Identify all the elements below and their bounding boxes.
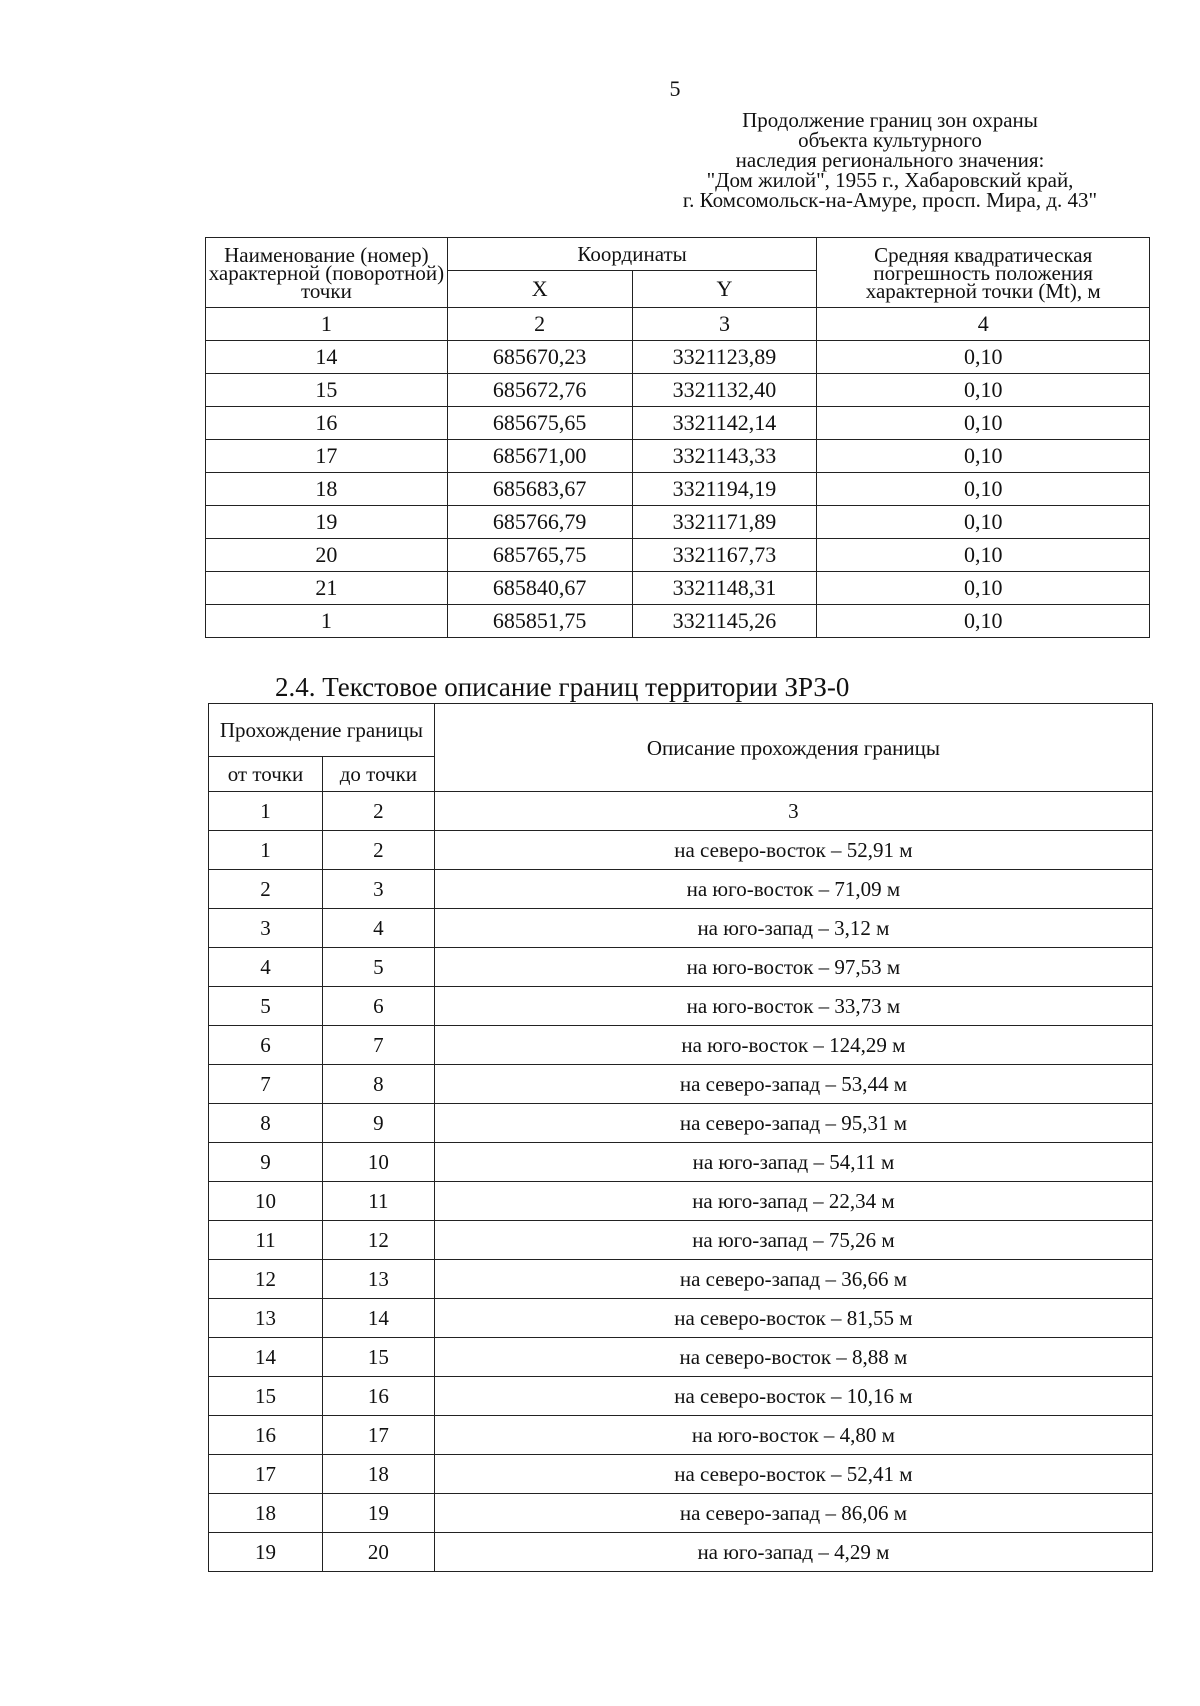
from-point-cell: 15 [209,1377,323,1416]
point-name-header: Наименование (номер) характерной (поворотной) точки [206,238,448,308]
description-cell: на юго-запад – 4,29 м [434,1533,1152,1572]
description-cell: на северо-восток – 81,55 м [434,1299,1152,1338]
table-row [209,1377,1153,1416]
x-coordinate-cell: 685671,00 [447,440,632,473]
y-coordinate-cell: 3321142,14 [632,407,817,440]
table-row [209,831,1153,870]
table-row [209,1416,1153,1455]
y-coordinate-cell: 3321143,33 [632,440,817,473]
description-cell: на юго-восток – 97,53 м [434,948,1152,987]
to-point-cell: 9 [322,1104,434,1143]
table-row [209,1299,1153,1338]
point-number-cell: 20 [206,539,448,572]
description-cell: на северо-запад – 95,31 м [434,1104,1152,1143]
x-coordinate-cell: 685670,23 [447,341,632,374]
table-row [206,473,1150,506]
coordinates-header: Координаты [447,238,817,271]
from-point-cell: 12 [209,1260,323,1299]
from-point-cell: 11 [209,1221,323,1260]
from-point-cell: 3 [209,909,323,948]
table-row [209,1494,1153,1533]
error-cell: 0,10 [817,572,1150,605]
table-row [209,1182,1153,1221]
table-row [206,539,1150,572]
table-row [209,1221,1153,1260]
from-point-cell: 8 [209,1104,323,1143]
to-point-cell: 12 [322,1221,434,1260]
from-point-cell: 18 [209,1494,323,1533]
from-point-cell: 13 [209,1299,323,1338]
point-number-cell: 16 [206,407,448,440]
description-cell: на юго-запад – 3,12 м [434,909,1152,948]
point-number-cell: 18 [206,473,448,506]
y-coordinate-cell: 3321194,19 [632,473,817,506]
table-row [209,1104,1153,1143]
description-cell: на северо-восток – 52,41 м [434,1455,1152,1494]
error-cell: 0,10 [817,440,1150,473]
description-cell: на юго-восток – 4,80 м [434,1416,1152,1455]
to-point-cell: 19 [322,1494,434,1533]
description-cell: на юго-восток – 71,09 м [434,870,1152,909]
to-point-cell: 7 [322,1026,434,1065]
y-header: Y [632,271,817,308]
table-row [209,1338,1153,1377]
description-header: Описание прохождения границы [434,704,1152,792]
to-point-cell: 17 [322,1416,434,1455]
table-row [209,909,1153,948]
x-header: X [447,271,632,308]
description-cell: на северо-восток – 8,88 м [434,1338,1152,1377]
x-coordinate-cell: 685840,67 [447,572,632,605]
column-number: 1 [206,308,448,341]
table-row [209,1065,1153,1104]
header-line: Продолжение границ зон охраны [742,108,1038,132]
to-point-cell: 2 [322,831,434,870]
from-point-cell: 7 [209,1065,323,1104]
column-number: 2 [447,308,632,341]
x-coordinate-cell: 685672,76 [447,374,632,407]
y-coordinate-cell: 3321132,40 [632,374,817,407]
point-number-cell: 1 [206,605,448,638]
table-row [206,407,1150,440]
description-cell: на северо-запад – 53,44 м [434,1065,1152,1104]
y-coordinate-cell: 3321167,73 [632,539,817,572]
table-row [209,870,1153,909]
table-row [209,1455,1153,1494]
from-point-cell: 16 [209,1416,323,1455]
passage-header: Прохождение границы [209,704,435,757]
to-point-cell: 15 [322,1338,434,1377]
from-point-header: от точки [209,757,323,792]
to-point-cell: 10 [322,1143,434,1182]
to-point-cell: 8 [322,1065,434,1104]
description-cell: на северо-восток – 10,16 м [434,1377,1152,1416]
page-number: 5 [669,76,681,101]
from-point-cell: 5 [209,987,323,1026]
y-coordinate-cell: 3321171,89 [632,506,817,539]
y-coordinate-cell: 3321123,89 [632,341,817,374]
document-header [640,110,1140,210]
table-row [209,1533,1153,1572]
to-point-cell: 6 [322,987,434,1026]
from-point-cell: 17 [209,1455,323,1494]
error-cell: 0,10 [817,506,1150,539]
to-point-cell: 13 [322,1260,434,1299]
from-point-cell: 4 [209,948,323,987]
column-number: 3 [434,792,1152,831]
description-cell: на северо-восток – 52,91 м [434,831,1152,870]
to-point-header: до точки [322,757,434,792]
point-number-cell: 21 [206,572,448,605]
coordinates-table [205,237,1150,638]
error-cell: 0,10 [817,605,1150,638]
header-line: объекта культурного [798,128,982,152]
error-cell: 0,10 [817,407,1150,440]
error-cell: 0,10 [817,374,1150,407]
table-row [206,341,1150,374]
table-row [206,440,1150,473]
to-point-cell: 5 [322,948,434,987]
x-coordinate-cell: 685765,75 [447,539,632,572]
from-point-cell: 14 [209,1338,323,1377]
table-row [209,1143,1153,1182]
boundary-description-table [208,703,1153,1572]
from-point-cell: 19 [209,1533,323,1572]
description-cell: на северо-запад – 36,66 м [434,1260,1152,1299]
from-point-cell: 2 [209,870,323,909]
description-cell: на юго-запад – 22,34 м [434,1182,1152,1221]
table-row [209,1260,1153,1299]
y-coordinate-cell: 3321148,31 [632,572,817,605]
point-number-cell: 15 [206,374,448,407]
to-point-cell: 20 [322,1533,434,1572]
table-row [209,1026,1153,1065]
to-point-cell: 16 [322,1377,434,1416]
x-coordinate-cell: 685766,79 [447,506,632,539]
from-point-cell: 1 [209,831,323,870]
description-cell: на юго-запад – 54,11 м [434,1143,1152,1182]
column-number: 3 [632,308,817,341]
column-number: 1 [209,792,323,831]
x-coordinate-cell: 685675,65 [447,407,632,440]
header-line: "Дом жилой", 1955 г., Хабаровский край, [706,168,1074,192]
error-cell: 0,10 [817,473,1150,506]
column-number: 2 [322,792,434,831]
from-point-cell: 9 [209,1143,323,1182]
to-point-cell: 3 [322,870,434,909]
section-title: 2.4. Текстовое описание границ территории ЗРЗ-0 [275,672,850,702]
table-row [206,572,1150,605]
x-coordinate-cell: 685851,75 [447,605,632,638]
column-number-row [206,308,1150,341]
point-number-cell: 17 [206,440,448,473]
to-point-cell: 18 [322,1455,434,1494]
from-point-cell: 10 [209,1182,323,1221]
table-row [206,374,1150,407]
description-cell: на северо-запад – 86,06 м [434,1494,1152,1533]
to-point-cell: 11 [322,1182,434,1221]
to-point-cell: 14 [322,1299,434,1338]
header-line: г. Комсомольск-на-Амуре, просп. Мира, д. 43" [682,188,1098,212]
description-cell: на юго-запад – 75,26 м [434,1221,1152,1260]
table-row [209,987,1153,1026]
header-line: наследия регионального значения: [735,148,1045,172]
description-cell: на юго-восток – 124,29 м [434,1026,1152,1065]
table-row [206,506,1150,539]
to-point-cell: 4 [322,909,434,948]
column-number-row [209,792,1153,831]
table-row [206,605,1150,638]
y-coordinate-cell: 3321145,26 [632,605,817,638]
x-coordinate-cell: 685683,67 [447,473,632,506]
description-cell: на юго-восток – 33,73 м [434,987,1152,1026]
table-row [209,948,1153,987]
column-number: 4 [817,308,1150,341]
error-cell: 0,10 [817,539,1150,572]
point-number-cell: 19 [206,506,448,539]
error-cell: 0,10 [817,341,1150,374]
from-point-cell: 6 [209,1026,323,1065]
point-number-cell: 14 [206,341,448,374]
error-header: Средняя квадратическая погрешность положения характерной точки (Mt), м [817,238,1150,308]
